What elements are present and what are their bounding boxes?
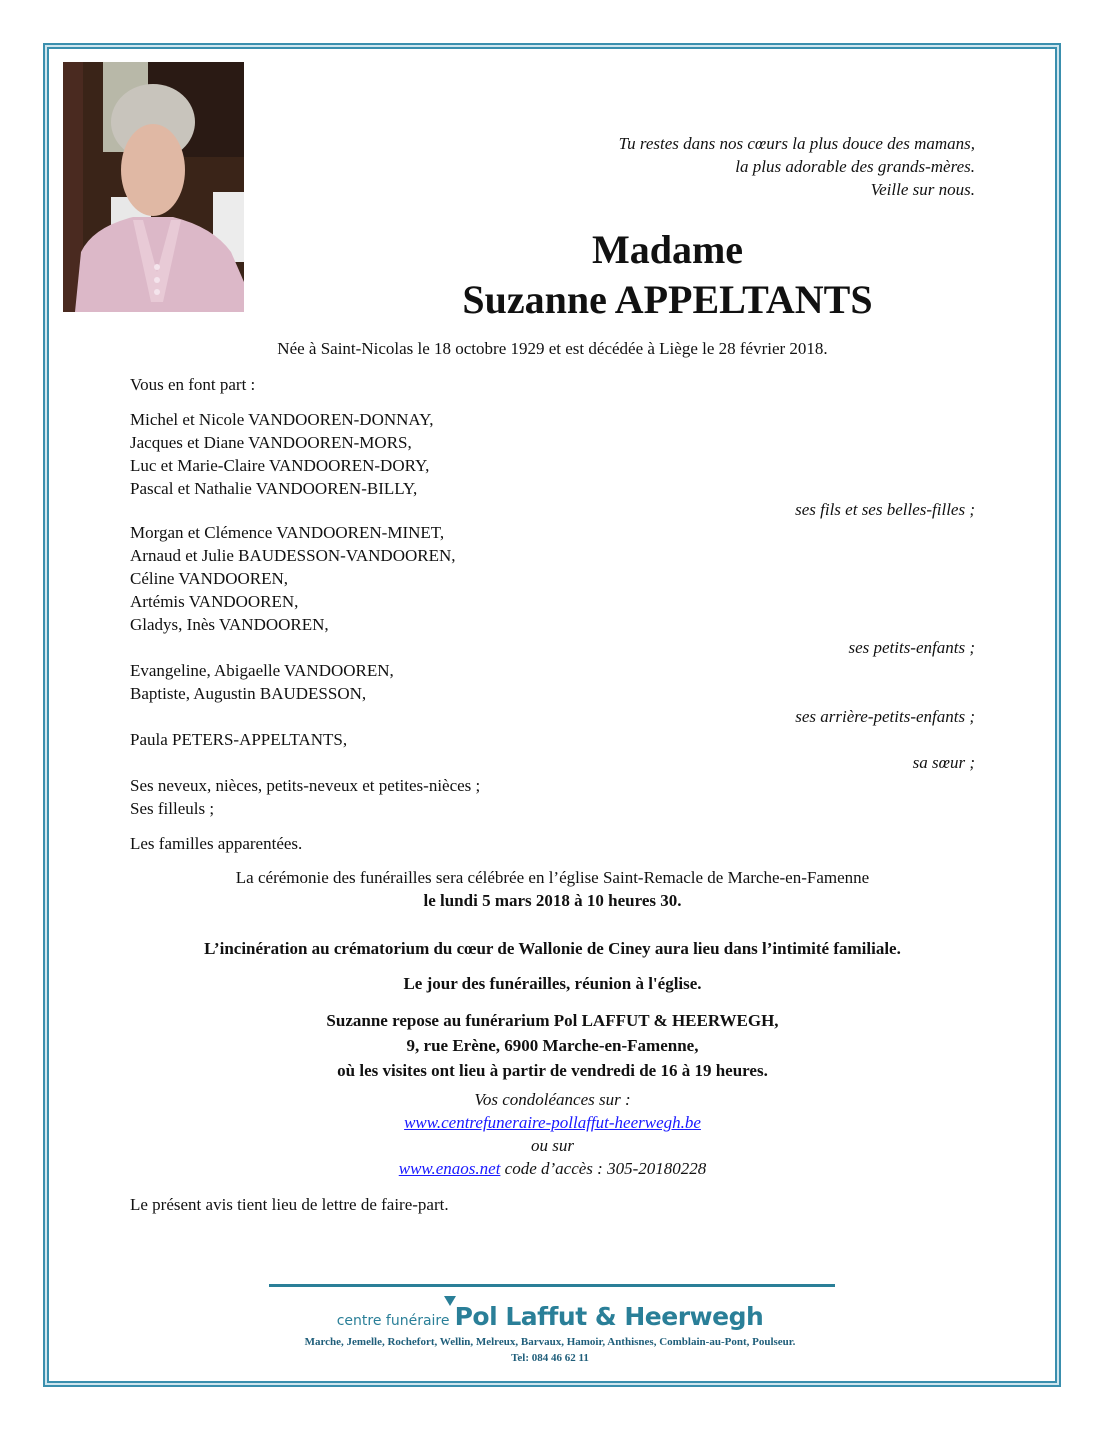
closing-text: Le présent avis tient lieu de lettre de faire-part. — [130, 1195, 449, 1214]
or-text: ou sur — [531, 1136, 574, 1155]
poem-line: Veille sur nous. — [870, 180, 975, 199]
portrait-photo — [63, 62, 244, 312]
relation-grandchildren: ses petits-enfants ; — [848, 638, 975, 657]
condolences-label: Vos condoléances sur : — [474, 1090, 631, 1109]
logo-name: Pol Laffut & Heerwegh — [454, 1302, 764, 1331]
relation-sons: ses fils et ses belles-filles ; — [795, 500, 975, 519]
family-name: Artémis VANDOOREN, — [130, 592, 299, 611]
access-code: code d’accès : 305-20180228 — [500, 1159, 707, 1178]
ceremony-line: La cérémonie des funérailles sera célébrée en l’église Saint-Remacle de Marche-en-Famenne — [235, 868, 870, 887]
logo-divider — [269, 1284, 835, 1287]
funeral-home-logo — [260, 1302, 840, 1331]
family-group-sons — [130, 408, 433, 500]
family-name: Luc et Marie-Claire VANDOOREN-DORY, — [130, 456, 430, 475]
repose-line: Suzanne repose au funérarium Pol LAFFUT & HEERWEGH, — [326, 1011, 779, 1030]
family-name: Paula PETERS-APPELTANTS, — [130, 730, 348, 749]
family-name: Pascal et Nathalie VANDOOREN-BILLY, — [130, 479, 418, 498]
repose-line: où les visites ont lieu à partir de vendredi de 16 à 19 heures. — [337, 1061, 768, 1080]
ceremony-date: le lundi 5 mars 2018 à 10 heures 30. — [423, 891, 682, 910]
family-group-great-grandchildren — [130, 659, 394, 705]
family-name: Céline VANDOOREN, — [130, 569, 289, 588]
family-group-sister — [130, 728, 347, 751]
title-honorific: Madame — [591, 227, 744, 272]
other-relatives-line: Ses neveux, nièces, petits-neveux et petites-nièces ; — [130, 776, 481, 795]
condolences-block — [130, 1088, 975, 1180]
relation-sister: sa sœur ; — [912, 753, 975, 772]
relation-great-grandchildren: ses arrière-petits-enfants ; — [795, 707, 975, 726]
family-name: Michel et Nicole VANDOOREN-DONNAY, — [130, 410, 434, 429]
family-name: Baptiste, Augustin BAUDESSON, — [130, 684, 367, 703]
repose-block — [130, 1008, 975, 1083]
family-name: Evangeline, Abigaelle VANDOOREN, — [130, 661, 394, 680]
families-text: Les familles apparentées. — [130, 834, 303, 853]
poem — [619, 132, 975, 201]
family-name: Gladys, Inès VANDOOREN, — [130, 615, 329, 634]
logo-subtitle: centre funéraire — [336, 1313, 450, 1329]
funeral-home-link[interactable]: www.centrefuneraire-pollaffut-heerwegh.be — [404, 1113, 701, 1132]
family-name: Arnaud et Julie BAUDESSON-VANDOOREN, — [130, 546, 456, 565]
title-name: Suzanne APPELTANTS — [462, 277, 873, 322]
birth-death-line: Née à Saint-Nicolas le 18 octobre 1929 et est décédée à Liège le 28 février 2018. — [277, 339, 828, 358]
repose-line: 9, rue Erène, 6900 Marche-en-Famenne, — [406, 1036, 699, 1055]
logo-towns: Marche, Jemelle, Rochefort, Wellin, Melreux, Barvaux, Hamoir, Anthisnes, Comblain-au-Pont, Poulseur. — [304, 1336, 796, 1348]
other-relatives — [130, 774, 480, 820]
family-group-grandchildren — [130, 521, 456, 636]
family-name: Morgan et Clémence VANDOOREN-MINET, — [130, 523, 445, 542]
other-relatives-line: Ses filleuls ; — [130, 799, 215, 818]
poem-line: la plus adorable des grands-mères. — [735, 157, 975, 176]
poem-line: Tu restes dans nos cœurs la plus douce des mamans, — [618, 134, 975, 153]
cremation-text: L’incinération au crématorium du cœur de Wallonie de Ciney aura lieu dans l’intimité familiale. — [204, 939, 901, 958]
intro-text: Vous en font part : — [130, 375, 256, 394]
enaos-link[interactable]: www.enaos.net — [398, 1159, 501, 1178]
logo-phone: Tel: 084 46 62 11 — [511, 1352, 589, 1364]
family-name: Jacques et Diane VANDOOREN-MORS, — [130, 433, 412, 452]
reunion-text: Le jour des funérailles, réunion à l'église. — [403, 974, 702, 993]
